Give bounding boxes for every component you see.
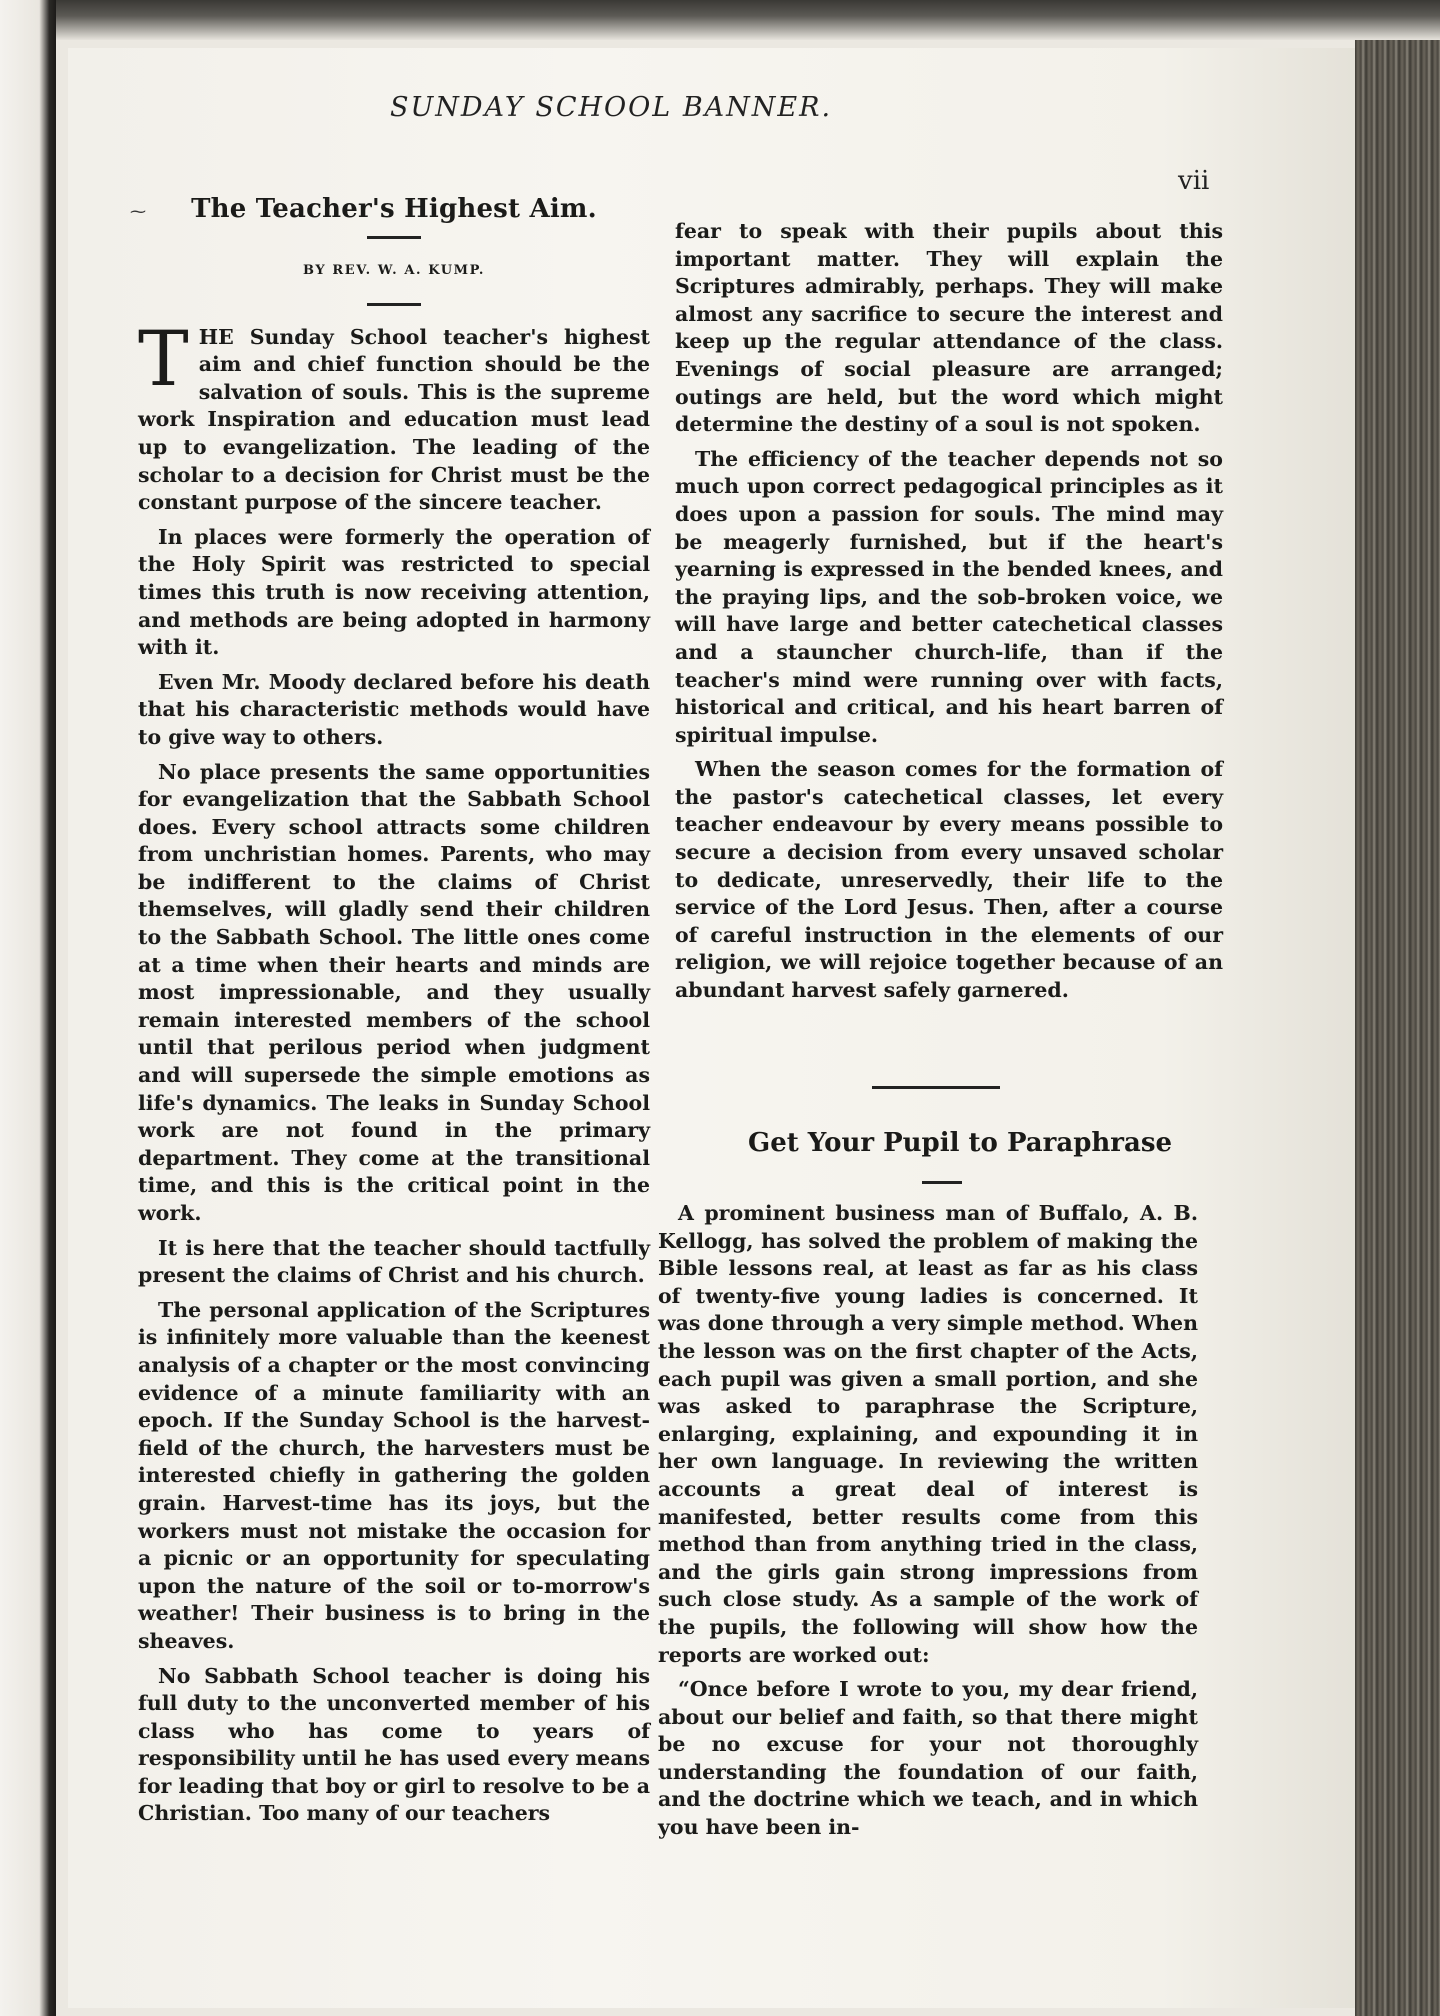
first-paragraph	[138, 313, 650, 517]
byline-rule	[367, 303, 421, 306]
page-number: vii	[1178, 166, 1210, 196]
running-head: SUNDAY SCHOOL BANNER.	[390, 92, 833, 123]
paragraph: “Once before I wrote to you, my dear friend, about our belief and faith, so that there might be no excuse for your not thoroughly understanding the foundation of our faith, and the doctrine which we teach, and in which you have been in-	[658, 1677, 1198, 1840]
right-column	[675, 218, 1223, 1012]
title-rule	[367, 236, 421, 239]
paragraph: No place presents the same opportunities for evangelization that the Sabbath School does. Every school attracts some children from unchristian homes. Parents, who may be indifferent to the claims of Christ themselves, will gladly send their children to the Sabbath School. The little ones come at a time when their hearts and minds are most impressionable, and they usually remain interested members of the school until that perilous period when judgment and will supersede the simple emotions as life's dynamics. The leaks in Sunday School work are not found in the primary department. They come at the transitional time, and this is the critical point in the work.	[138, 759, 650, 1225]
paragraph: In places were formerly the operation of the Holy Spirit was restricted to special times this truth is now receiving attention, and methods are being adopted in harmony with it.	[138, 524, 650, 660]
first-paragraph-text: HE Sunday School teacher's highest aim and chief function should be the salvation of souls. This is the supreme work Inspiration and education must lead up to evangelization. The leading of the scholar to a decision for Christ must be the constant purpose of the sincere teacher.	[138, 324, 650, 515]
paragraph: The efficiency of the teacher depends not so much upon correct pedagogical principles as it does upon a passion for souls. The mind may be meagerly furnished, but if the heart's yearning is expressed in the bended knees, and the praying lips, and the sob-broken voice, we will have large and better catechetical classes and a stauncher church-life, than if the teacher's mind were running over with facts, historical and critical, and his heart barren of spiritual impulse.	[675, 446, 1223, 747]
top-shadow	[56, 0, 1440, 40]
article-title: The Teacher's Highest Aim.	[191, 194, 597, 224]
article2-title: Get Your Pupil to Paraphrase	[748, 1128, 1172, 1158]
facing-page-edge	[0, 0, 56, 2016]
article2-body	[658, 1200, 1198, 1849]
article2-title-rule	[922, 1181, 962, 1184]
paragraph: It is here that the teacher should tactfully present the claims of Christ and his church.	[138, 1235, 650, 1288]
drop-cap: T	[138, 313, 189, 403]
paragraph: When the season comes for the formation of the pastor's catechetical classes, let every teacher endeavour by every means possible to secure a decision from every unsaved scholar to dedicate, unreservedly, their life to the service of the Lord Jesus. Then, after a course of careful instruction in the elements of our religion, we will rejoice together because of an abundant harvest safely garnered.	[675, 757, 1223, 1003]
article-separator	[872, 1086, 1000, 1089]
paragraph: The personal application of the Scriptures is infinitely more valuable than the keenest analysis of a chapter or the most convincing evidence of a minute familiarity with an epoch. If the Sunday School is the harvest-field of the church, the harvesters must be interested chiefly in gathering the golden grain. Harvest-time has its joys, but the workers must not mistake the occasion for a picnic or an opportunity for speculating upon the nature of the soil or to-morrow's weather! Their business is to bring in the sheaves.	[138, 1297, 650, 1653]
left-column	[138, 186, 650, 1835]
paragraph: Even Mr. Moody declared before his death that his characteristic methods would have to give way to others.	[138, 669, 650, 749]
ornament-icon: ⁓	[130, 202, 146, 221]
paragraph: A prominent business man of Buffalo, A. B. Kellogg, has solved the problem of making the Bible lessons real, at least as far as his class of twenty-five young ladies is concerned. It was done through a very simple method. When the lesson was on the first chapter of the Acts, each pupil was given a small portion, and she was asked to paraphrase the Scripture, enlarging, explaining, and expounding it in her own language. In reviewing the written accounts a great deal of interest is manifested, better results come from this method than from anything tried in the class, and the girls gain strong impressions from such close study. As a sample of the work of the pupils, the following will show how the reports are worked out:	[658, 1201, 1198, 1667]
paragraph: fear to speak with their pupils about this important matter. They will explain the Scriptures admirably, perhaps. They will make almost any sacrifice to secure the interest and keep up the regular attendance of the class. Evenings of social pleasure are arranged; outings are held, but the word which might determine the destiny of a soul is not spoken.	[675, 219, 1223, 437]
paragraph: No Sabbath School teacher is doing his full duty to the unconverted member of his class who has come to years of responsibility until he has used every means for leading that boy or girl to resolve to be a Christian. Too many of our teachers	[138, 1663, 650, 1826]
byline: BY REV. W. A. KUMP.	[302, 263, 486, 278]
book-page-edges	[1355, 40, 1440, 2016]
